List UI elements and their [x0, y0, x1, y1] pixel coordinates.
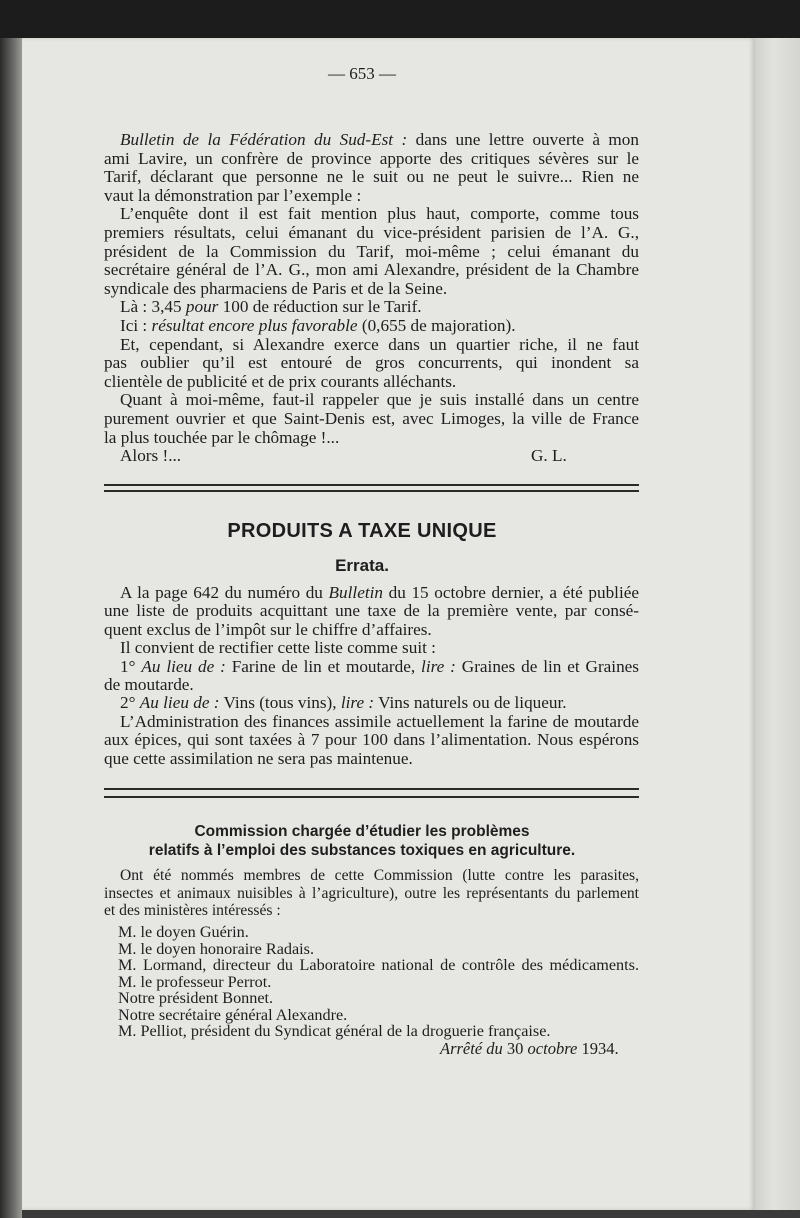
text-line [104, 602, 639, 620]
text-run: (0,655 de majoration). [357, 316, 516, 335]
commission-title-line2: relatifs à l’emploi des substances toxiques en agriculture. [148, 842, 576, 859]
text-line [104, 224, 639, 242]
italic-text: Au lieu de : [139, 693, 220, 713]
text-run: la plus touchée par le chômage !... [104, 427, 340, 447]
top-shadow [0, 0, 800, 38]
italic-text: pour [185, 297, 219, 317]
member-item: M. le doyen honoraire Radais. [118, 939, 314, 958]
text-line [120, 694, 567, 712]
section-subtitle: Errata. [335, 556, 389, 575]
divider-rule [104, 484, 639, 486]
text-line [120, 131, 639, 149]
text-run: 100 de réduction sur le Tarif. [218, 297, 422, 317]
text-line [104, 354, 639, 372]
text-line [120, 336, 639, 354]
text-run: L’enquête dont il est fait mention plus haut, comporte, comme tous [120, 204, 639, 224]
book-binding [0, 0, 22, 1218]
text-run: syndicale des pharmaciens de Paris et de la Seine. [104, 278, 448, 298]
text-line [104, 410, 639, 428]
signature: G. L. [531, 446, 567, 465]
italic-text: Arrêté du [440, 1039, 503, 1058]
intro-line: et des ministères intéressés : [104, 902, 281, 919]
text-run: ami Lavire, un confrère de province apporte des critiques sévères sur le [104, 148, 639, 168]
text-run: 1934. [577, 1039, 619, 1058]
italic-text: Bulletin [328, 583, 383, 602]
text-line [104, 168, 639, 186]
text-run: quent exclus de l’impôt sur le chiffre d’affaires. [104, 619, 432, 639]
member-item: M. le professeur Perrot. [118, 972, 272, 991]
text-run: Vins (tous vins), [219, 693, 341, 713]
member-item: M. Lormand, directeur du Laboratoire national de contrôle des médicaments. [118, 956, 639, 974]
text-line [104, 621, 432, 639]
text-run: Et, cependant, si Alexandre exerce dans un quartier riche, il ne faut [120, 334, 639, 354]
text-run: Quant à moi-même, faut-il rappeler que je suis installé dans un centre [120, 390, 639, 410]
closing-text: Alors !... [120, 446, 182, 465]
text-run: Farine de lin et moutarde, [225, 656, 422, 676]
member-item: Notre président Bonnet. [118, 989, 274, 1007]
page-edge [755, 38, 800, 1210]
text-run: dans une lettre ouverte à mon [407, 130, 639, 149]
text-run: de moutarde. [104, 675, 194, 694]
text-line [120, 713, 639, 731]
text-run: que cette assimilation ne sera pas maintenue. [104, 748, 413, 768]
italic-text: lire : [421, 656, 456, 676]
intro-line: Ont été nommés membres de cette Commission (lutte contre les parasites, [120, 867, 639, 884]
intro-line: insectes et animaux nuisibles à l’agriculture), outre les représentants du parlement [104, 884, 639, 902]
text-run: du 15 octobre dernier, a été publiée [382, 583, 639, 602]
member-item: M. le doyen Guérin. [118, 923, 249, 941]
text-line [104, 750, 413, 768]
text-run: Graines de lin et Graines [455, 656, 639, 676]
italic-text: Au lieu de : [141, 656, 226, 676]
text-line [104, 373, 456, 391]
text-line [104, 731, 639, 749]
text-line [120, 205, 639, 223]
text-run: Vins naturels ou de liqueur. [374, 693, 567, 713]
text-run: L’Administration des finances assimile actuellement la farine de moutarde [120, 711, 639, 731]
text-run: Ici : [120, 316, 152, 335]
text-run: président de la Commission du Tarif, moi-même ; celui émanant du [104, 241, 639, 261]
text-line [104, 187, 361, 205]
member-item: M. Pelliot, président du Syndicat général de la droguerie française. [118, 1022, 551, 1040]
text-run: Là : 3,45 [120, 297, 186, 317]
text-line [120, 317, 516, 335]
text-run: vaut la démonstration par l’exemple : [104, 185, 362, 205]
text-line [120, 639, 436, 657]
text-line [104, 261, 639, 279]
commission-title-line1: Commission chargée d’étudier les problèmes [194, 823, 530, 840]
text-run: purement ouvrier et que Saint-Denis est, avec Limoges, la ville de France [104, 409, 639, 428]
text-line [120, 298, 422, 316]
text-line [120, 584, 639, 602]
text-line [120, 658, 639, 676]
text-line [104, 280, 447, 298]
italic-text: lire : [340, 693, 375, 713]
text-run: clientèle de publicité et de prix courants alléchants. [104, 371, 457, 391]
divider-rule [104, 796, 639, 798]
page-number: — 653 — [328, 64, 396, 83]
divider-rule [104, 788, 639, 790]
text-line [104, 676, 194, 694]
text-line [104, 429, 339, 447]
divider-rule [104, 490, 639, 492]
italic-text: résultat encore plus favorable [151, 316, 358, 335]
italic-text: Bulletin de la Fédération du Sud-Est : [120, 130, 408, 149]
text-line [120, 391, 639, 409]
text-run: pas oublier qu’il est entouré de gros concurrents, qui inondent sa [104, 353, 639, 373]
arrete-date [440, 1040, 619, 1058]
text-run: Tarif, déclarant que personne ne le suit ou ne peut le suivre... Rien ne [104, 167, 639, 187]
italic-text: octobre [527, 1039, 578, 1058]
text-run: 1° [120, 656, 142, 676]
text-run: Il convient de rectifier cette liste comme suit : [120, 638, 436, 658]
text-run: une liste de produits acquittant une taxe de la première vente, par consé- [104, 601, 639, 621]
text-run: 30 [502, 1039, 528, 1058]
text-run: 2° [120, 693, 140, 713]
section-title: PRODUITS A TAXE UNIQUE [227, 520, 497, 542]
member-item: Notre secrétaire général Alexandre. [118, 1005, 348, 1024]
text-run: premiers résultats, celui émanant du vice-président parisien de l’A. G., [104, 223, 639, 242]
text-run: secrétaire général de l’A. G., mon ami Alexandre, président de la Chambre [104, 260, 639, 280]
text-line [104, 243, 639, 261]
text-run: A la page 642 du numéro du [120, 583, 329, 602]
text-line [104, 150, 639, 168]
text-run: aux épices, qui sont taxées à 7 pour 100 dans l’alimentation. Nous espérons [104, 730, 639, 750]
